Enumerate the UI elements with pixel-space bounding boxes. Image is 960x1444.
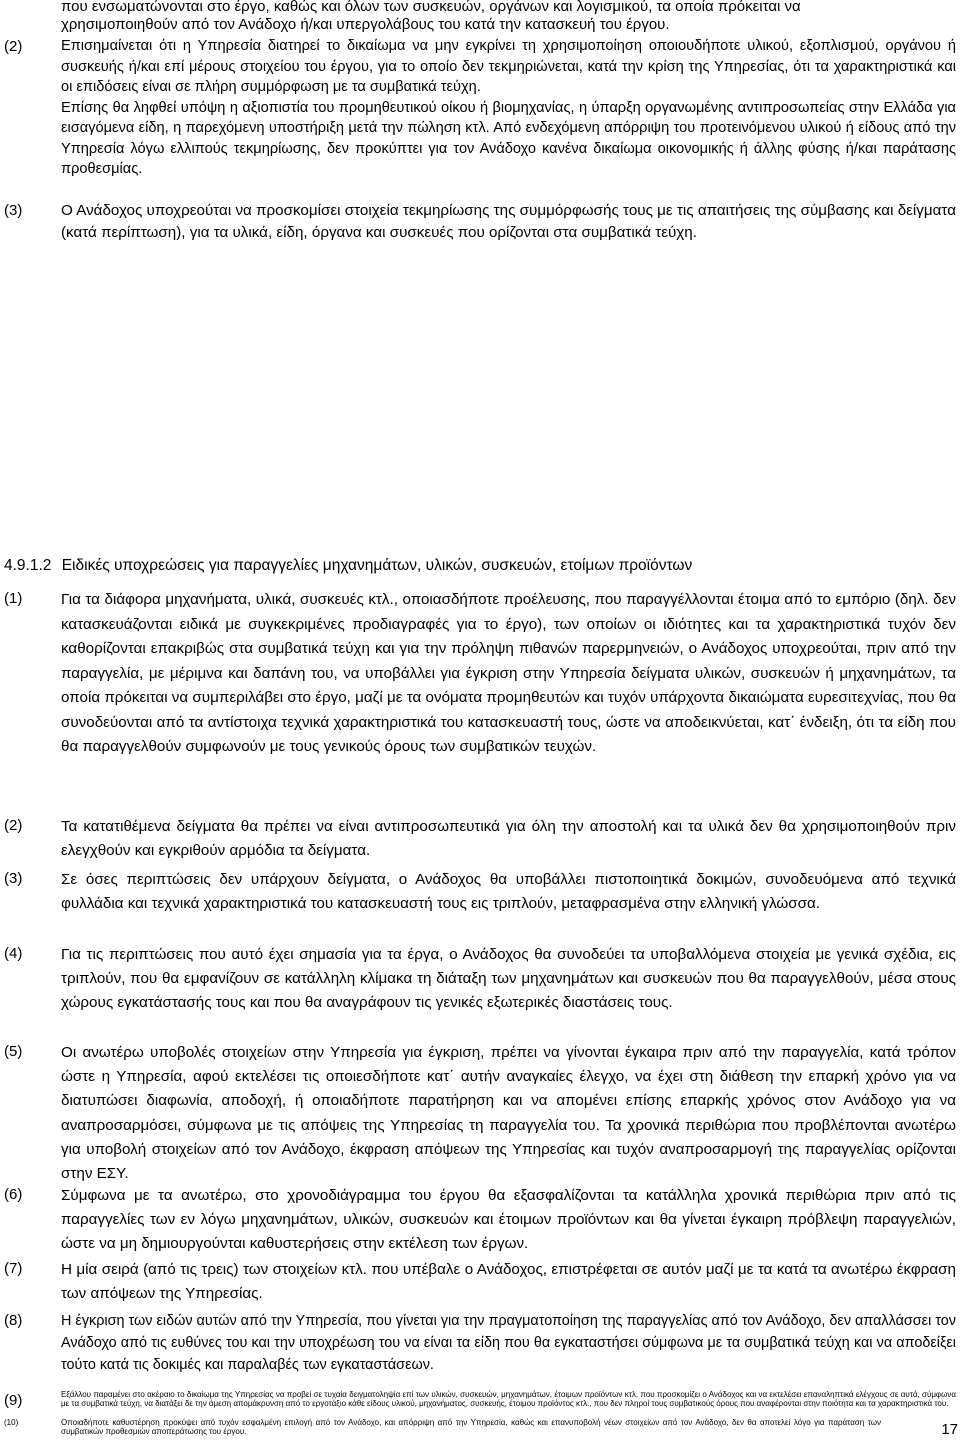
continuation-text xyxy=(61,0,956,34)
item-number: (7) xyxy=(4,1260,23,1277)
item-number: (10) xyxy=(4,1418,19,1427)
item-text: Εξάλλου παραμένει στο ακέραιο το δικαίωμα της Υπηρεσίας να προβεί σε τυχαία δειγματοληψία επί των υλικών, συσκευών, μηχανημάτων, έτοιμων προϊόντων κτλ. που προσκομίζει ο Ανάδοχος και να εκτελέσει επαναληπτικά ελέγχους σε αυτά, σύμφωνα με τα συμβατικά τεύχη, να διατάξει δε την άμεση απομάκρυνση από το εργοτάξιο κάθε είδους υλικού, μηχανήματος, συσκευής, έτοιμου προϊόντος κτλ., που δεν πληροί τους συμβατικούς όρους που αναφέρονται στην ποιότητα και τα χαρακτηριστικά του. xyxy=(61,1390,956,1408)
item-text xyxy=(61,36,956,180)
item-number: (3) xyxy=(4,870,23,887)
item-text: Για τις περιπτώσεις που αυτό έχει σημασία για τα έργα, ο Ανάδοχος θα συνοδεύει τα υποβαλλόμενα στοιχεία με γενικά σχέδια, εις τριπλούν, που θα εμφανίζουν σε κατάλληλη κλίμακα τη διάταξη των μηχανημάτων και συσκευών που θα παραγγελθούν, μέσα στους χώρους εγκατάστασής τους και που θα αναγράφουν τις γενικές εξωτερικές διαστάσεις τους. xyxy=(61,946,956,1011)
item-text: Η έγκριση των ειδών αυτών από την Υπηρεσία, που γίνεται για την πραγματοποίηση της παραγγελίας από τον Ανάδοχο, δεν απαλλάσσει τον Ανάδοχο από τις ευθύνες του και την υποχρέωση του να είναι τα είδη που θα εγκαταστήσει σύμφωνα με τα συμβατικά τεύχη και να αποδείξει τούτο κατά τις δοκιμές και παραλαβές των εγκαταστάσεων. xyxy=(61,1313,956,1373)
list-item-b-5 xyxy=(4,1041,956,1186)
item-text: Σύμφωνα με τα ανωτέρω, στο χρονοδιάγραμμα του έργου θα εξασφαλίζονται τα κατάλληλα χρονικά περιθώρια πριν από τις παραγγελίες των εν λόγω μηχανημάτων, υλικών, συσκευών και έτοιμων προϊόντων και θα γίνεται έγκαιρη πρόβλεψη παραγγελιών, ώστε να μη δημιουργούνται καθυστερήσεις στην εκτέλεση των έργων. xyxy=(61,1187,956,1252)
item-number: (2) xyxy=(4,817,23,834)
item-number: (3) xyxy=(4,202,23,219)
list-item-b-4 xyxy=(4,943,956,1015)
list-item-b-10 xyxy=(4,1418,956,1436)
continuation-line: που ενσωματώνονται στο έργο, καθώς και όλων των συσκευών, οργάνων και λογισμικού, τα οποία πρόκειται να xyxy=(61,0,801,15)
item-number: (1) xyxy=(4,590,23,607)
list-item-a-2 xyxy=(4,36,956,180)
section-heading xyxy=(4,555,692,577)
page-number: 17 xyxy=(941,1421,958,1438)
item-text: Για τα διάφορα μηχανήματα, υλικά, συσκευές κτλ., οποιασδήποτε προέλευσης, που παραγγέλλονται έτοιμα από το εμπόριο (δηλ. δεν κατασκευάζονται ειδικά με συγκεκριμένες προδιαγραφές για το έργο), των οποίων οι ιδιότητες και τα χαρακτηριστικά τυχόν δεν καθορίζονται επακριβώς στα συμβατικά τεύχη και για την πρόληψη πιθανών παρερμηνειών, ο Ανάδοχος υποχρεούται, πριν από την παραγγελία, με μέριμνα και δαπάνη του, να υποβάλλει για έγκριση στην Υπηρεσία δείγματα υλικών, συσκευών ή μηχανημάτων, τα οποία πρόκειται να συμπεριλάβει στο έργο, μαζί με τα ονόματα προμηθευτών και τυχόν υπάρχοντα δικαιώματα ευρεσιτεχνίας, που θα συνοδεύονται από τα αντίστοιχα τεχνικά χαρακτηριστικά του κατασκευαστή τους, ώστε να αποδεικνύεται, κατ΄ ένδειξη, ότι τα είδη που θα παραγγελθούν συμφωνούν με τους γενικούς όρους των συμβατικών τευχών. xyxy=(61,591,956,755)
list-item-b-2 xyxy=(4,815,956,863)
continuation-line: χρησιμοποιηθούν από τον Ανάδοχο ή/και υπεργολάβους του κατά την κατασκευή του έργου. xyxy=(61,16,670,33)
item-number: (9) xyxy=(4,1392,23,1409)
item-number: (6) xyxy=(4,1186,23,1203)
item-text xyxy=(61,200,956,244)
paragraph: Επίσης θα ληφθεί υπόψη η αξιοπιστία του προμηθευτικού οίκου ή βιομηχανίας, η ύπαρξη οργανωμένης αντιπροσωπείας στην Ελλάδα για εισαγόμενα είδη, η παρεχόμενη υποστήριξη μετά την πώληση κτλ. Από ενδεχόμενη απόρριψη του προτεινόμενου υλικού ή είδους από την Υπηρεσία λόγω ελλιπούς τεκμηρίωσης, δεν προκύπτει για τον Ανάδοχο κανένα δικαίωμα οικονομικής ή άλλης φύσης ή/και παράτασης προθεσμίας. xyxy=(61,99,956,177)
item-number: (2) xyxy=(4,38,23,55)
paragraph: Επισημαίνεται ότι η Υπηρεσία διατηρεί το δικαίωμα να μην εγκρίνει τη χρησιμοποίηση οποιουδήποτε υλικού, εξοπλισμού, οργάνου ή συσκευής ή/και επί μέρους στοιχείου του έργου, για το οποίο δεν τεκμηριώνεται, κατά την κρίση της Υπηρεσίας, ότι τα χαρακτηριστικά και οι επιδόσεις είναι σε πλήρη συμμόρφωση με τα συμβατικά τεύχη. xyxy=(61,38,956,95)
list-item-b-8 xyxy=(4,1310,956,1376)
list-item-b-9 xyxy=(4,1390,956,1408)
list-item-b-6 xyxy=(4,1184,956,1256)
list-item-b-3 xyxy=(4,868,956,916)
heading-title: Ειδικές υποχρεώσεις για παραγγελίες μηχανημάτων, υλικών, συσκευών, ετοίμων προϊόντων xyxy=(61,557,693,574)
list-item-b-7 xyxy=(4,1258,956,1306)
paragraph: Ο Ανάδοχος υποχρεούται να προσκομίσει στοιχεία τεκμηρίωσης της συμμόρφωσής τους με τις απαιτήσεις της σύμβασης και δείγματα (κατά περίπτωση), για τα υλικά, είδη, όργανα και συσκευές που ορίζονται στα συμβατικά τεύχη. xyxy=(61,202,956,241)
item-text: Οποιαδήποτε καθυστέρηση προκύψει από τυχόν εσφαλμένη επιλογή από τον Ανάδοχο, και απόρριψη από την Υπηρεσία, καθώς και επανυποβολή νέων στοιχείων από τον Ανάδοχο, δεν θα αποτελεί λόγο για παράταση των συμβατικών προθεσμιών αποπεράτωσης του έργου. xyxy=(61,1418,881,1436)
item-text: Σε όσες περιπτώσεις δεν υπάρχουν δείγματα, ο Ανάδοχος θα υποβάλλει πιστοποιητικά δοκιμών, συνοδευόμενα από τεχνικά φυλλάδια και τεχνικά χαρακτηριστικά του κατασκευαστή τους εις τριπλούν, μεταφρασμένα στην ελληνική γλώσσα. xyxy=(61,871,956,912)
heading-number: 4.9.1.2 xyxy=(4,557,52,574)
item-text: Οι ανωτέρω υποβολές στοιχείων στην Υπηρεσία για έγκριση, πρέπει να γίνονται έγκαιρα πριν από την παραγγελία, κατά τρόπον ώστε η Υπηρεσία, αφού εκτελέσει τις οποιεσδήποτε κατ΄ αυτήν αναγκαίες έλεγχο, να έχει στη διάθεση την επαρκή χρόνο για να διατυπώσει διαφωνία, αποδοχή, ή οποιαδήποτε παρατήρηση και να απομένει επίσης επαρκής χρόνος στον Ανάδοχο για να αναπροσαρμόσει, σύμφωνα με τις απόψεις της Υπηρεσίας τη παραγγελία του. Τα χρονικά περιθώρια που προβλέπονται ανωτέρω για υποβολή στοιχείων από τον Ανάδοχο, έκφραση απόψεων της Υπηρεσίας και τυχόν αναπροσαρμογή της παραγγελίας ορίζονται στην ΕΣΥ. xyxy=(61,1044,956,1183)
list-item-b-1 xyxy=(4,588,956,760)
item-number: (8) xyxy=(4,1312,23,1329)
item-number: (4) xyxy=(4,945,23,962)
item-text: Τα κατατιθέμενα δείγματα θα πρέπει να είναι αντιπροσωπευτικά για όλη την αποστολή και τα υλικά δεν θα χρησιμοποιηθούν πριν ελεγχθούν και εγκριθούν αρμόδια τα δείγματα. xyxy=(61,818,956,859)
item-text: Η μία σειρά (από τις τρεις) των στοιχείων κτλ. που υπέβαλε ο Ανάδοχος, επιστρέφεται σε αυτόν μαζί με τα κατά τα ανωτέρω έκφραση των απόψεων της Υπηρεσίας. xyxy=(61,1261,956,1302)
item-number: (5) xyxy=(4,1043,23,1060)
list-item-a-3 xyxy=(4,200,956,244)
